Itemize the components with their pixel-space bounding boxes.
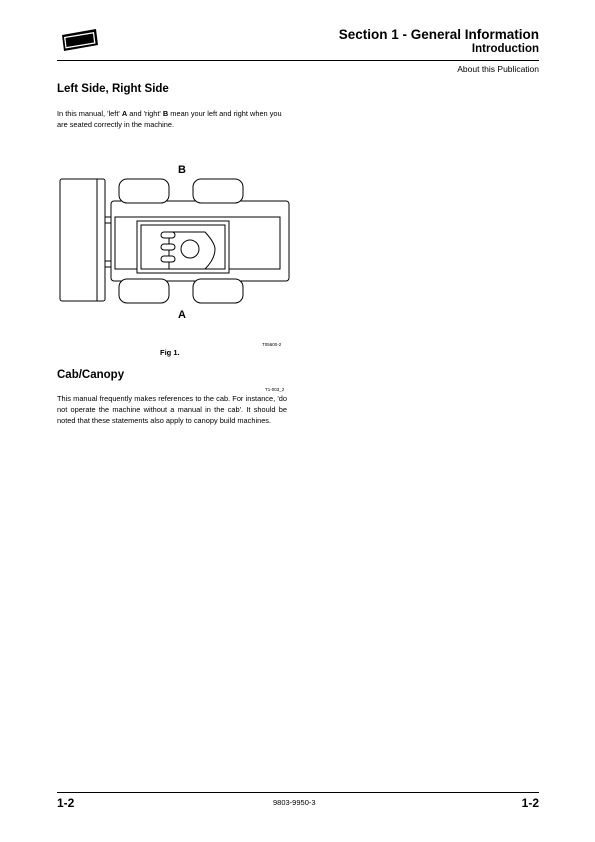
figure-caption: Fig 1.: [160, 348, 180, 357]
label-a-inline: A: [121, 109, 128, 118]
label-b-inline: B: [162, 109, 169, 118]
label-a: A: [178, 309, 186, 321]
footer-rule: [57, 792, 539, 793]
page-number-left: 1-2: [57, 796, 75, 810]
publication-subtitle: About this Publication: [457, 64, 539, 74]
cab-canopy-paragraph: This manual frequently makes references to the cab. For instance, 'do not operate the machine without a manual in the cab'. It should be noted that these statements also apply to canopy build machines.: [57, 394, 287, 425]
cab-reference-code: T1-003_2: [265, 387, 285, 392]
page-number-right: 1-2: [521, 796, 539, 810]
machine-top-view-figure: [57, 157, 297, 323]
jcb-logo: [58, 27, 100, 53]
left-right-heading: Left Side, Right Side: [57, 83, 169, 95]
left-right-paragraph: [57, 109, 287, 131]
document-number: 9803-9950-3: [273, 798, 316, 807]
figure-reference-code: T05600-2: [262, 342, 282, 347]
para-text-3: mean your left and right when you are seated correctly in the machine.: [57, 109, 282, 129]
header-rule: [57, 60, 539, 61]
label-b: B: [178, 164, 186, 176]
section-title: Section 1 - General Information: [338, 27, 539, 42]
wheel-front-left: [119, 279, 169, 303]
operator-head: [181, 240, 199, 258]
para-text-2: and 'right': [127, 109, 163, 118]
wheel-rear-left: [193, 279, 243, 303]
wheel-rear-right: [193, 179, 243, 203]
cab-canopy-heading: Cab/Canopy: [57, 369, 125, 381]
wheel-front-right: [119, 179, 169, 203]
bucket-shape: [60, 179, 105, 301]
para-text-1: In this manual, 'left': [57, 109, 122, 118]
subsection-title: Introduction: [471, 43, 539, 55]
